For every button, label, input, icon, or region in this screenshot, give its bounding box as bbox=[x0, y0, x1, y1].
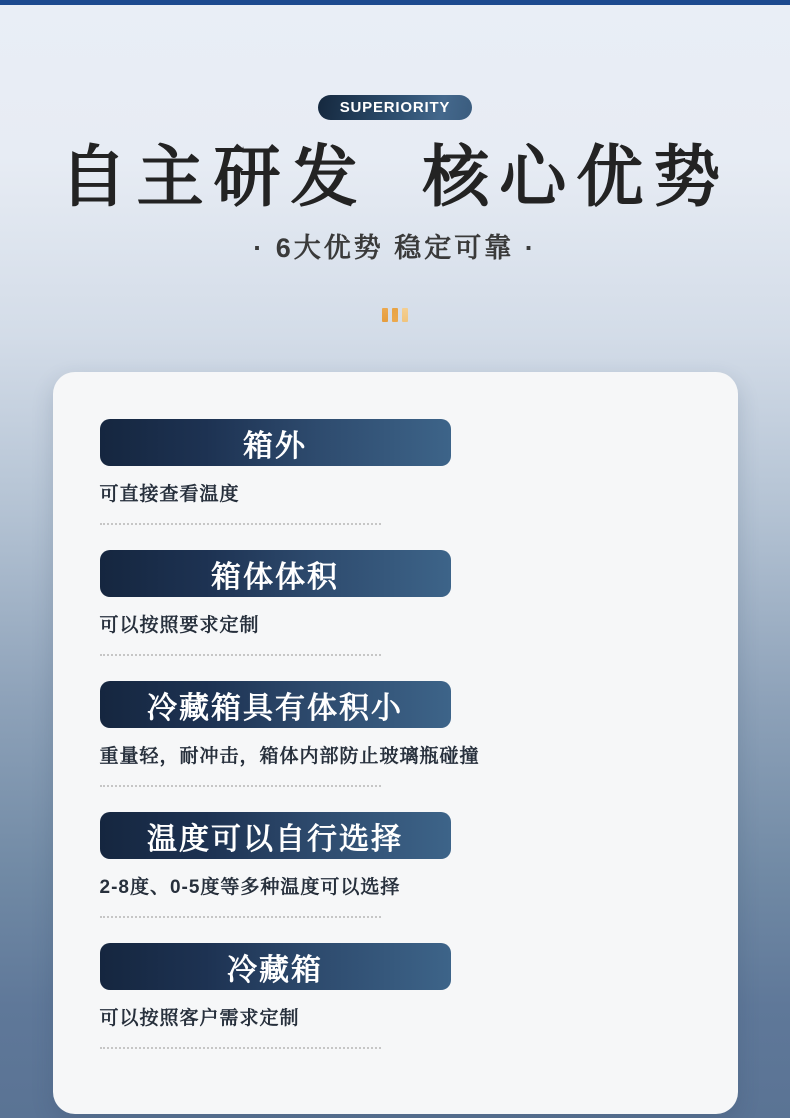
superiority-badge: SUPERIORITY bbox=[318, 95, 472, 120]
advantage-title: 冷藏箱 bbox=[227, 953, 323, 987]
advantage-title-ribbon bbox=[100, 943, 451, 990]
advantage-title: 温度可以自行选择 bbox=[147, 822, 403, 856]
advantage-desc: 可以按照要求定制 bbox=[99, 615, 260, 637]
advantage-item bbox=[100, 550, 691, 656]
dotted-divider bbox=[100, 1047, 381, 1049]
dotted-divider bbox=[100, 916, 381, 918]
advantage-desc: 可以按照客户需求定制 bbox=[99, 1008, 300, 1030]
badge-row bbox=[0, 95, 790, 120]
advantage-item bbox=[100, 681, 691, 787]
advantage-title-ribbon bbox=[100, 419, 451, 466]
advantage-title: 箱外 bbox=[243, 429, 307, 463]
page-title: 自主研发 核心优势 bbox=[59, 140, 731, 215]
advantage-title-ribbon bbox=[100, 550, 451, 597]
advantage-desc: 2-8度、0-5度等多种温度可以选择 bbox=[99, 877, 401, 899]
advantage-title: 箱体体积 bbox=[211, 560, 339, 594]
advantages-card bbox=[53, 372, 738, 1114]
advantage-desc: 重量轻，耐冲击，箱体内部防止玻璃瓶碰撞 bbox=[99, 746, 480, 768]
page-subtitle: · 6大优势 稳定可靠 · bbox=[253, 233, 537, 264]
gold-bar-icon bbox=[402, 308, 408, 322]
dotted-divider bbox=[100, 785, 381, 787]
advantage-item bbox=[100, 812, 691, 918]
dotted-divider bbox=[100, 523, 381, 525]
gold-bar-icon bbox=[392, 308, 398, 322]
advantage-item bbox=[100, 943, 691, 1049]
gold-bar-icon bbox=[382, 308, 388, 322]
advantage-title-ribbon bbox=[100, 812, 451, 859]
advantage-item bbox=[100, 419, 691, 525]
advantage-title-ribbon bbox=[100, 681, 451, 728]
gold-bars-icon bbox=[0, 308, 790, 322]
advantage-desc: 可直接查看温度 bbox=[99, 484, 240, 506]
advantage-title: 冷藏箱具有体积小 bbox=[147, 691, 403, 725]
top-accent-bar bbox=[0, 0, 790, 5]
dotted-divider bbox=[100, 654, 381, 656]
